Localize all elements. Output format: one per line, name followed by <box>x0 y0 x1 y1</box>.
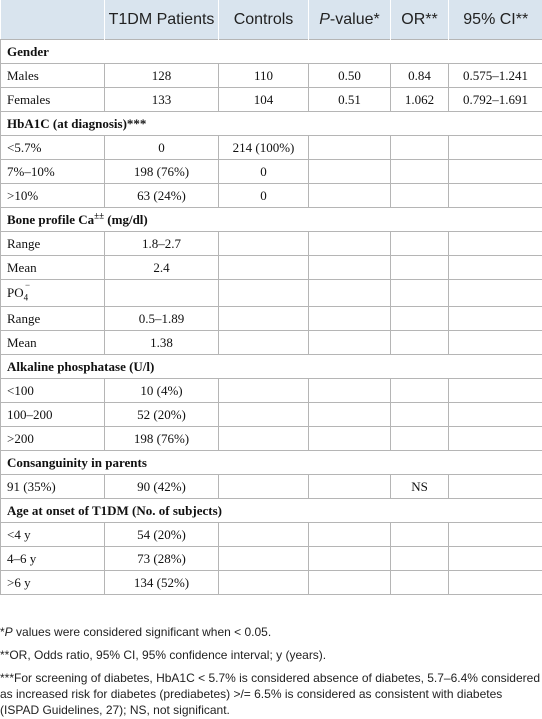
cell-empty <box>391 307 449 331</box>
cell-empty <box>219 523 309 547</box>
footnote-1-star: * <box>0 625 5 639</box>
row-label: Females <box>1 88 105 112</box>
cell-empty <box>391 427 449 451</box>
cell-empty <box>391 280 449 307</box>
po4-label <box>7 280 31 303</box>
cell-empty <box>449 256 542 280</box>
cell-empty <box>219 571 309 595</box>
cell-controls: 0 <box>219 184 309 208</box>
cell-empty <box>391 403 449 427</box>
cell-pvalue: 0.51 <box>309 88 391 112</box>
cell-empty <box>309 307 391 331</box>
cell-patients: 134 (52%) <box>105 571 219 595</box>
po4-sup: − <box>25 280 31 290</box>
cell-empty <box>309 523 391 547</box>
cell-empty <box>219 427 309 451</box>
bone-title-text: Bone profile Ca <box>7 211 95 227</box>
cell-empty <box>449 160 542 184</box>
cell-empty <box>219 331 309 355</box>
cell-empty <box>449 475 542 499</box>
row-label: <4 y <box>1 523 105 547</box>
row-label: Mean <box>1 256 105 280</box>
cell-empty <box>309 160 391 184</box>
cell-patients: 0.5–1.89 <box>105 307 219 331</box>
cell-or: NS <box>391 475 449 499</box>
table-row <box>1 331 542 355</box>
table-row <box>1 403 542 427</box>
cell-empty <box>219 232 309 256</box>
section-title-bone <box>1 208 542 232</box>
header-empty <box>1 0 105 40</box>
row-label-po4 <box>1 280 105 307</box>
cell-patients: 63 (24%) <box>105 184 219 208</box>
cell-empty <box>449 547 542 571</box>
cell-patients: 52 (20%) <box>105 403 219 427</box>
header-pvalue <box>309 0 391 40</box>
cell-patients: 90 (42%) <box>105 475 219 499</box>
po4-sub: 4 <box>23 292 29 303</box>
cell-empty <box>309 136 391 160</box>
section-title-gender: Gender <box>1 40 542 64</box>
cell-empty <box>391 256 449 280</box>
cell-empty <box>391 136 449 160</box>
cell-patients: 54 (20%) <box>105 523 219 547</box>
cell-empty <box>309 475 391 499</box>
table-row <box>1 280 542 307</box>
cell-empty <box>309 184 391 208</box>
cell-empty <box>449 523 542 547</box>
row-label: 91 (35%) <box>1 475 105 499</box>
cell-empty <box>309 547 391 571</box>
cell-or: 0.84 <box>391 64 449 88</box>
cell-empty <box>219 280 309 307</box>
footnote-1 <box>0 624 542 640</box>
cell-empty <box>449 184 542 208</box>
cell-patients: 10 (4%) <box>105 379 219 403</box>
cell-pvalue: 0.50 <box>309 64 391 88</box>
cell-empty <box>449 331 542 355</box>
cell-patients: 133 <box>105 88 219 112</box>
row-label: 100–200 <box>1 403 105 427</box>
cell-empty <box>309 232 391 256</box>
cell-empty <box>219 547 309 571</box>
cell-empty <box>309 427 391 451</box>
cell-empty <box>219 256 309 280</box>
row-label: <100 <box>1 379 105 403</box>
cell-empty <box>219 475 309 499</box>
cell-empty <box>391 523 449 547</box>
cell-patients: 198 (76%) <box>105 427 219 451</box>
table-row <box>1 379 542 403</box>
row-label: >200 <box>1 427 105 451</box>
footnote-1-p: P <box>4 625 13 639</box>
cell-empty <box>391 232 449 256</box>
cell-controls: 110 <box>219 64 309 88</box>
table-row <box>1 427 542 451</box>
section-row <box>1 112 542 136</box>
cell-empty <box>309 256 391 280</box>
cell-patients: 73 (28%) <box>105 547 219 571</box>
table-row <box>1 64 542 88</box>
cell-empty <box>449 427 542 451</box>
cell-patients: 128 <box>105 64 219 88</box>
section-row <box>1 499 542 523</box>
cell-empty <box>449 232 542 256</box>
cell-empty <box>391 160 449 184</box>
cell-empty <box>309 403 391 427</box>
cell-empty <box>391 184 449 208</box>
cell-or: 1.062 <box>391 88 449 112</box>
row-label: >10% <box>1 184 105 208</box>
header-row <box>1 0 542 40</box>
cell-empty <box>449 403 542 427</box>
bone-title-unit: (mg/dl) <box>104 211 148 227</box>
cell-empty <box>105 280 219 307</box>
footnotes <box>0 624 542 718</box>
cell-controls: 214 (100%) <box>219 136 309 160</box>
row-label: Range <box>1 307 105 331</box>
cell-empty <box>391 379 449 403</box>
cell-empty <box>219 403 309 427</box>
section-title-age: Age at onset of T1DM (No. of subjects) <box>1 499 542 523</box>
cell-empty <box>309 280 391 307</box>
cell-patients: 198 (76%) <box>105 160 219 184</box>
po4-base: PO <box>7 285 24 300</box>
header-p-rest: -value* <box>329 10 380 28</box>
cell-empty <box>309 571 391 595</box>
cell-patients: 1.38 <box>105 331 219 355</box>
header-patients: T1DM Patients <box>105 0 219 40</box>
section-row <box>1 451 542 475</box>
cell-empty <box>309 331 391 355</box>
row-label: <5.7% <box>1 136 105 160</box>
row-label: Range <box>1 232 105 256</box>
header-or: OR** <box>391 0 449 40</box>
cell-empty <box>449 136 542 160</box>
table-row <box>1 475 542 499</box>
header-ci: 95% CI** <box>449 0 542 40</box>
section-row <box>1 40 542 64</box>
cell-empty <box>219 307 309 331</box>
table-row <box>1 88 542 112</box>
cell-empty <box>449 307 542 331</box>
cell-empty <box>219 379 309 403</box>
section-row <box>1 208 542 232</box>
table-row <box>1 547 542 571</box>
table-row <box>1 232 542 256</box>
row-label: Mean <box>1 331 105 355</box>
cell-ci: 0.575–1.241 <box>449 64 542 88</box>
cell-controls: 0 <box>219 160 309 184</box>
section-row <box>1 355 542 379</box>
cell-empty <box>391 331 449 355</box>
footnote-2: **OR, Odds ratio, 95% CI, 95% confidence interval; y (years). <box>0 648 327 662</box>
header-controls: Controls <box>219 0 309 40</box>
row-label: >6 y <box>1 571 105 595</box>
cell-patients: 0 <box>105 136 219 160</box>
table-row <box>1 160 542 184</box>
table-row <box>1 571 542 595</box>
row-label: 7%–10% <box>1 160 105 184</box>
footnote-3: ***For screening of diabetes, HbA1C < 5.7% is considered absence of diabetes, 5.7–6.4% considered as increased risk for diabetes (prediabetes) >/= 6.5% is considered as consistent with diabetes (ISPAD Guidelines, 27); NS, not significant. <box>0 671 540 717</box>
table-row <box>1 256 542 280</box>
table-row <box>1 307 542 331</box>
cell-patients: 2.4 <box>105 256 219 280</box>
section-title-hba1c: HbA1C (at diagnosis)*** <box>1 112 542 136</box>
section-title-alk: Alkaline phosphatase (U/l) <box>1 355 542 379</box>
cell-empty <box>449 571 542 595</box>
bone-title-sup: ±± <box>94 210 105 221</box>
table-row <box>1 136 542 160</box>
cell-empty <box>391 571 449 595</box>
header-p-italic: P <box>319 10 330 28</box>
section-title-consanguinity: Consanguinity in parents <box>1 451 542 475</box>
cell-empty <box>449 379 542 403</box>
table-row <box>1 523 542 547</box>
cell-empty <box>309 379 391 403</box>
cell-ci: 0.792–1.691 <box>449 88 542 112</box>
table-row <box>1 184 542 208</box>
cell-patients: 1.8–2.7 <box>105 232 219 256</box>
footnote-1-text: values were considered significant when < 0.05. <box>12 625 272 639</box>
row-label: Males <box>1 64 105 88</box>
cell-controls: 104 <box>219 88 309 112</box>
row-label: 4–6 y <box>1 547 105 571</box>
cell-empty <box>449 280 542 307</box>
cell-empty <box>391 547 449 571</box>
